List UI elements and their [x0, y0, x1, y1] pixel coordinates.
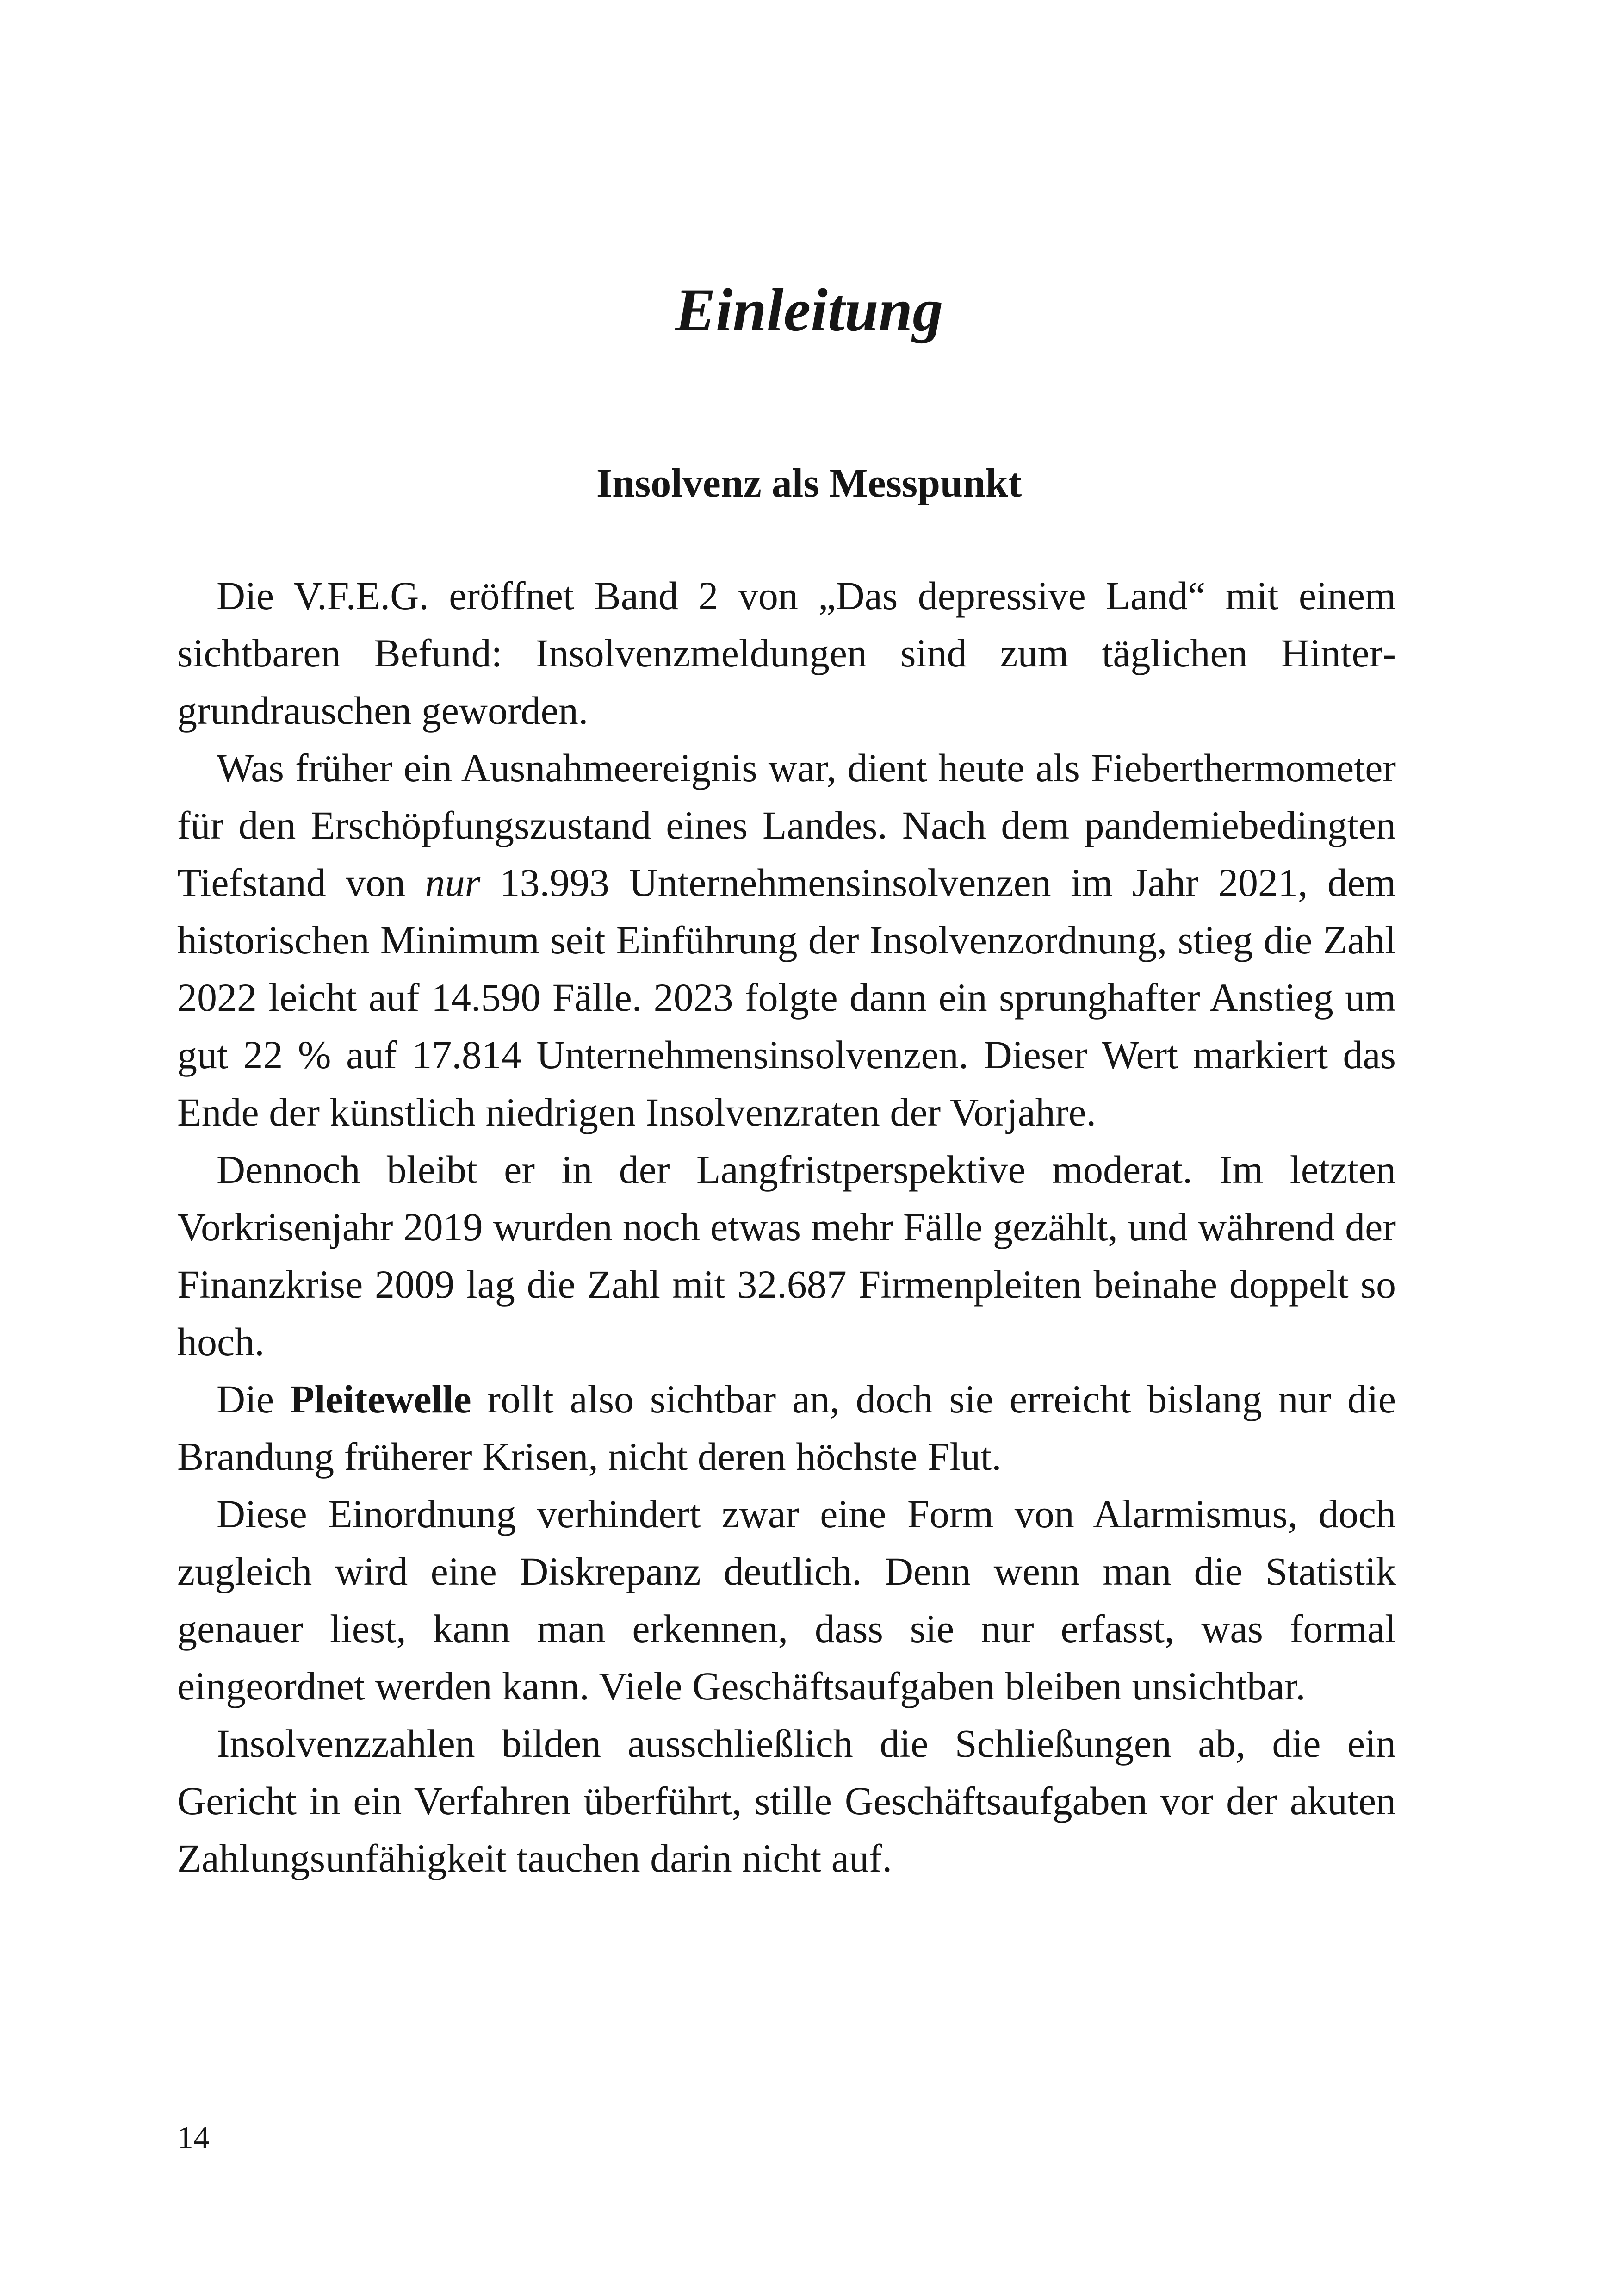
paragraph-1: Die V.F.E.G. eröffnet Band 2 von „Das depressive Land“ mit einem sichtbaren Befund: Insolvenzmeldungen sind zum täglichen Hintergrundrauschen geworden. — [177, 573, 1396, 733]
paragraph-4-text-b: rollt also sichtbar an, doch sie erreicht bislang nur die Brandung früherer Krisen, nicht deren höchste Flut. — [177, 1377, 1396, 1479]
chapter-title: Einleitung — [675, 276, 943, 344]
paragraph-3: Dennoch bleibt er in der Langfristperspektive moderat. Im letzten Vorkrisenjahr 2019 wurden noch etwas mehr Fälle gezählt, und während der Finanzkrise 2009 lag die Zahl mit 32.687 Firmenpleiten beinahe doppelt so hoch. — [177, 1147, 1396, 1364]
emphasis-nur: nur — [425, 860, 481, 905]
section-title: Insolvenz als Messpunkt — [596, 461, 1022, 506]
paragraph-2-text-a: Was früher ein Ausnahmeereignis war, dient heute als Fieberthermometer für den Erschöpfungszustand eines Landes. Nach dem pandemiebedingten Tiefstand von — [177, 746, 1396, 905]
paragraph-5: Diese Einordnung verhindert zwar eine Form von Alarmismus, doch zugleich wird eine Diskrepanz deutlich. Denn wenn man die Statistik genauer liest, kann man erkennen, dass sie nur erfasst, was formal eingeordnet werden kann. Viele Geschäftsaufgaben bleiben unsichtbar. — [177, 1492, 1396, 1708]
body-text — [177, 567, 1396, 1887]
paragraph-4 — [177, 1370, 1396, 1485]
bold-term-pleitewelle: Pleitewelle — [290, 1377, 471, 1421]
paragraph-6: Insolvenzzahlen bilden ausschließlich die Schließungen ab, die ein Gericht in ein Verfahren überführt, stille Geschäftsaufgaben vor der akuten Zahlungsunfähigkeit tauchen darin nicht auf. — [177, 1721, 1396, 1880]
paragraph-2-text-b: 13.993 Unternehmensinsolvenzen im Jahr 2021, dem historischen Minimum seit Einführung der Insolvenzordnung, stieg die Zahl 2022 leicht auf 14.590 Fälle. 2023 folgte dann ein sprunghafter Anstieg um gut 22 % auf 17.814 Unternehmensinsolvenzen. Dieser Wert markiert das Ende der künstlich niedrigen Insolvenzraten der Vorjahre. — [177, 860, 1396, 1134]
paragraph-2 — [177, 739, 1396, 1141]
page-number: 14 — [177, 2120, 210, 2156]
paragraph-4-text-a: Die — [217, 1377, 290, 1421]
